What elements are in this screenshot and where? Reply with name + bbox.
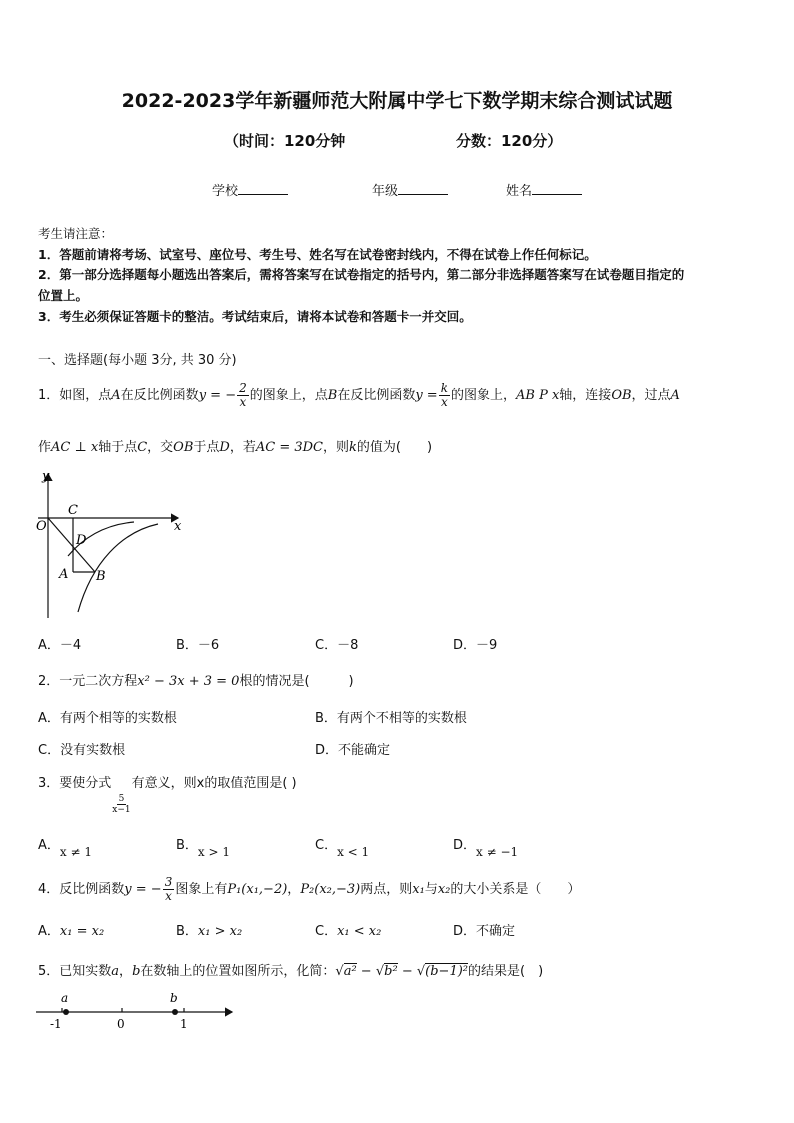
point-b — [172, 1009, 178, 1015]
label-d: D — [76, 533, 87, 548]
q1-option-b[interactable]: B．－6 — [176, 638, 220, 653]
notice-item: 位置上。 — [38, 288, 89, 303]
point-a — [63, 1009, 69, 1015]
q2-option-d[interactable]: D．不能确定 — [315, 743, 391, 758]
q4-stem: 4．反比例函数y = − $\frac{3}{x}$ 图象上有P₁(x₁,−2)，P₂(x₂,−3)两点，则x₁与x₂的大小关系是（ ） — [38, 875, 581, 903]
label-y: y — [42, 469, 50, 484]
curve-k — [78, 524, 158, 612]
school-field: 学校 — [212, 180, 288, 199]
label-x: x — [174, 519, 182, 534]
tick-label-neg1: -1 — [50, 1017, 62, 1031]
label-a: a — [61, 991, 69, 1005]
q1-line1: 1．如图，点A在反比例函数y = − $\frac{2}{x}$ 的图象上，点B在反比例函数y = $\frac{k}{x}$ 的图象上，AB P x轴，连接OB，过点A — [38, 381, 680, 409]
q5-stem: 5．已知实数a，b在数轴上的位置如图所示，化简：√a² − √b² − √(b−1)²的结果是( ) — [38, 964, 544, 979]
q4-option-c[interactable]: C．x₁ < x₂ — [315, 924, 382, 939]
q1-line2: 作AC ⊥ x轴于点C，交OB于点D，若AC = 3DC，则k的值为( ) — [38, 440, 433, 455]
school-blank[interactable] — [238, 182, 288, 195]
q2-stem: 2．一元二次方程x² − 3x + 3 = 0根的情况是( ) — [38, 674, 354, 689]
q5-number-line — [34, 988, 238, 1034]
notice-item: 2．第一部分选择题每小题选出答案后，需将答案写在试卷指定的括号内，第二部分非选择题答案写在试卷题目指定的 — [38, 267, 685, 282]
q2-option-a[interactable]: A．有两个相等的实数根 — [38, 711, 177, 726]
label-c: C — [68, 503, 78, 518]
segment-ob — [48, 518, 95, 572]
label-b: B — [96, 569, 106, 584]
grade-blank[interactable] — [398, 182, 448, 195]
q4-option-a[interactable]: A．x₁ = x₂ — [38, 924, 105, 939]
tick-label-1: 1 — [180, 1017, 188, 1031]
notice-item: 3．考生必须保证答题卡的整洁。考试结束后，请将本试卷和答题卡一并交回。 — [38, 309, 472, 324]
q4-option-b[interactable]: B．x₁ > x₂ — [176, 924, 243, 939]
label-b: b — [170, 991, 178, 1005]
label-a: A — [59, 567, 69, 582]
q1-figure — [34, 464, 194, 622]
exam-score: 分数：120分） — [456, 132, 563, 150]
q3-option-a[interactable]: A．x ≠ 1 — [38, 838, 92, 859]
label-o: O — [36, 519, 47, 534]
q1-option-c[interactable]: C．－8 — [315, 638, 359, 653]
q1-option-d[interactable]: D．－9 — [453, 638, 498, 653]
notice-heading: 考生请注意： — [38, 226, 114, 241]
q2-option-b[interactable]: B．有两个不相等的实数根 — [315, 711, 467, 726]
q3-option-b[interactable]: B．x > 1 — [176, 838, 231, 859]
section-heading: 一、选择题(每小题 3分, 共 30 分) — [38, 353, 237, 368]
q2-option-c[interactable]: C．没有实数根 — [38, 743, 126, 758]
q3-option-d[interactable]: D．x ≠ −1 — [453, 838, 519, 859]
q4-option-d[interactable]: D．不确定 — [453, 924, 516, 939]
q1-option-a[interactable]: A．－4 — [38, 638, 82, 653]
q3-option-c[interactable]: C．x < 1 — [315, 838, 370, 859]
exam-title: 2022-2023学年新疆师范大附属中学七下数学期末综合测试试题 — [121, 90, 673, 112]
exam-time: （时间：120分钟 — [224, 132, 346, 150]
tick-label-0: 0 — [117, 1017, 125, 1031]
q3-stem: 3．要使分式 $\frac{5}{x-1}$ 有意义，则x的取值范围是( ) — [38, 776, 297, 815]
grade-field: 年级 — [372, 180, 448, 199]
name-field: 姓名 — [506, 180, 582, 199]
name-blank[interactable] — [532, 182, 582, 195]
notice-item: 1．答题前请将考场、试室号、座位号、考生号、姓名写在试卷密封线内，不得在试卷上作任何标记。 — [38, 247, 597, 262]
